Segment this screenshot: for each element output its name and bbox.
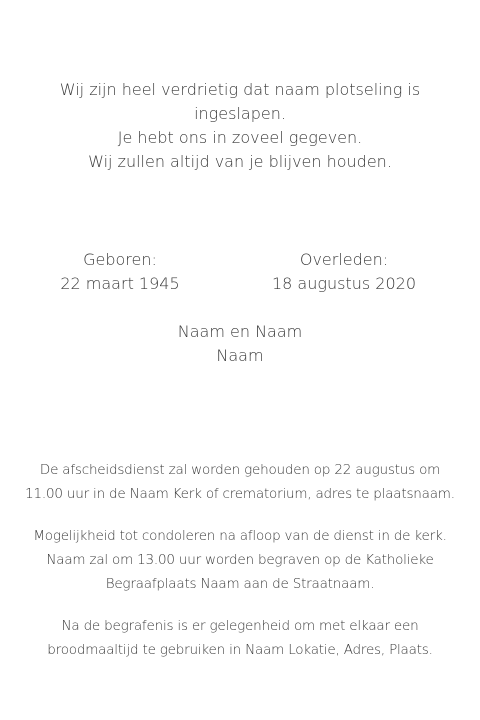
death-label: Overleden: (299, 250, 389, 269)
info-paragraph-reception (0, 614, 480, 662)
info-line: Begraafplaats Naam aan de Straatnaam. (105, 576, 375, 592)
death-value: 18 augustus 2020 (271, 274, 417, 293)
poem-line: ingeslapen. (194, 104, 286, 123)
info-line: Na de begrafenis is er gelegenheid om met elkaar een (61, 618, 419, 634)
info-line: Naam zal om 13.00 uur worden begraven op de Katholieke (46, 552, 434, 568)
birth-label: Geboren: (83, 250, 157, 269)
name-line: Naam en Naam (177, 322, 303, 341)
birth-date (30, 248, 210, 296)
names (0, 320, 480, 368)
death-date (254, 248, 434, 296)
ceremony-info (0, 458, 480, 680)
info-line: Mogelijkheid tot condoleren na afloop van de dienst in de kerk. (33, 528, 447, 544)
dates-row (0, 248, 480, 296)
info-line: broodmaaltijd te gebruiken in Naam Lokatie, Adres, Plaats. (47, 642, 433, 658)
info-line: 11.00 uur in de Naam Kerk of crematorium, adres te plaatsnaam. (25, 486, 455, 502)
poem-line: Wij zijn heel verdrietig dat naam plotseling is (59, 80, 421, 99)
info-paragraph-condolence (0, 524, 480, 596)
poem (0, 78, 480, 174)
birth-value: 22 maart 1945 (60, 274, 180, 293)
poem-line: Je hebt ons in zoveel gegeven. (117, 128, 363, 147)
info-paragraph-service (0, 458, 480, 506)
info-line: De afscheidsdienst zal worden gehouden op 22 augustus om (39, 462, 441, 478)
name-line: Naam (216, 346, 264, 365)
poem-line: Wij zullen altijd van je blijven houden. (88, 152, 392, 171)
